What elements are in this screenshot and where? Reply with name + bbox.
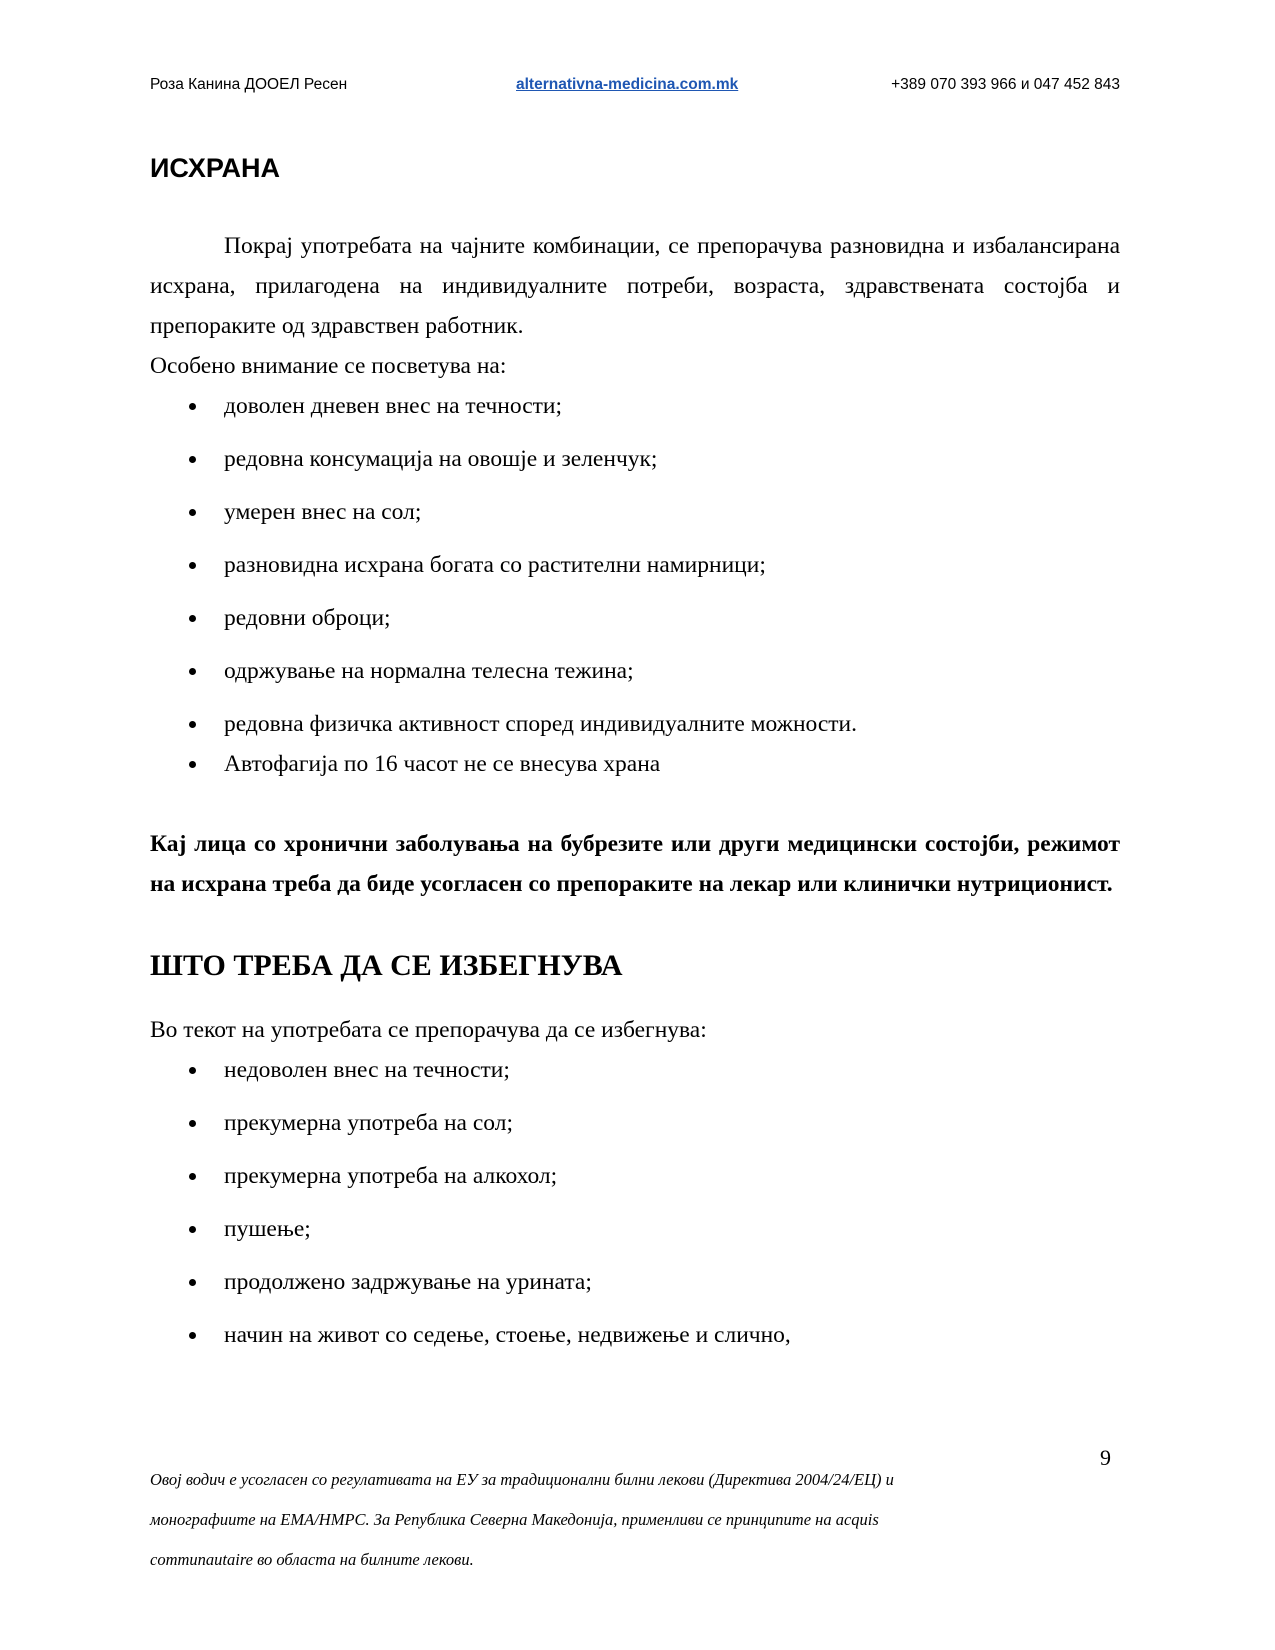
bullet-icon (189, 1173, 196, 1180)
bullet-icon (189, 615, 196, 622)
list-item (150, 386, 1120, 426)
list-item-text: редовна консумација на овошје и зеленчук; (224, 446, 658, 472)
list-item-text: доволен дневен внес на течности; (224, 393, 563, 419)
bullet-icon (189, 456, 196, 463)
list-item (150, 1050, 1120, 1090)
bullet-icon (189, 1279, 196, 1286)
list-item-text: разновидна исхрана богата со растителни намирници; (224, 552, 766, 578)
list-item (150, 1156, 1120, 1196)
page-content (150, 150, 1120, 1355)
list-item (150, 744, 1120, 784)
section-title-avoid: ШТО ТРЕБА ДА СЕ ИЗБЕГНУВА (150, 949, 623, 982)
list-item (150, 545, 1120, 585)
list-item (150, 598, 1120, 638)
list-item-text: одржување на нормална телесна тежина; (224, 658, 634, 684)
nutrition-list (150, 386, 1120, 784)
bullet-icon (189, 721, 196, 728)
bullet-icon (189, 1332, 196, 1339)
section-title-nutrition: ИСХРАНА (150, 153, 281, 183)
bullet-icon (189, 1120, 196, 1127)
list-item-text: начин на живот со седење, стоење, недвижење и слично, (224, 1322, 791, 1348)
bullet-icon (189, 668, 196, 675)
list-item-text: прекумерна употреба на сол; (224, 1110, 513, 1136)
list-item (150, 1262, 1120, 1302)
avoid-lead: Во текот на употребата се препорачува да се избегнува: (150, 1017, 707, 1043)
intro-paragraph: Покрај употребата на чајните комбинации, се препорачува разновидна и избалансирана исхрана, прилагодена на индивидуалните потреби, возраста, здравствената состојба и препораките од здравствен работник. (150, 233, 1120, 339)
page-header (150, 76, 1120, 100)
list-item-text: продолжено задржување на урината; (224, 1269, 592, 1295)
list-item-text: редовни оброци; (224, 605, 391, 631)
bullet-icon (189, 509, 196, 516)
list-item (150, 704, 1120, 744)
attention-lead: Особено внимание се посветува на: (150, 353, 507, 379)
list-item (150, 1209, 1120, 1249)
page-number: 9 (1100, 1445, 1111, 1470)
list-item-text: прекумерна употреба на алкохол; (224, 1163, 558, 1189)
list-item-text: недоволен внес на течности; (224, 1057, 510, 1083)
list-item (150, 1315, 1120, 1355)
phone-numbers: +389 070 393 966 и 047 452 843 (891, 76, 1120, 93)
footer-line: communautaire во областа на билните лекови. (150, 1550, 474, 1569)
bullet-icon (189, 761, 196, 768)
list-item-text: пушење; (224, 1216, 311, 1242)
page-footer (150, 1460, 1050, 1580)
avoid-list (150, 1050, 1120, 1355)
list-item-text: Автофагија по 16 часот не се внесува храна (224, 751, 661, 777)
medical-warning: Кај лица со хронични заболувања на бубрезите или други медицински состојби, режимот на исхрана треба да биде усогласен со препораките на лекар или клинички нутриционист. (150, 831, 1120, 897)
list-item-text: умерен внес на сол; (224, 499, 422, 525)
website-link[interactable]: alternativna-medicina.com.mk (516, 76, 739, 93)
footer-line: Овој водич е усогласен со регулативата на ЕУ за традиционални билни лекови (Директива 2004/24/ЕЦ) и (150, 1470, 894, 1489)
list-item-text: редовна физичка активност според индивидуалните можности. (224, 711, 858, 737)
bullet-icon (189, 1067, 196, 1074)
list-item (150, 439, 1120, 479)
footer-line: монографиите на ЕМА/НМРС. За Република Северна Македонија, применливи се принципите на acquis (150, 1510, 879, 1529)
company-name: Роза Канина ДООЕЛ Ресен (150, 76, 348, 93)
bullet-icon (189, 562, 196, 569)
bullet-icon (189, 1226, 196, 1233)
bullet-icon (189, 403, 196, 410)
list-item (150, 1103, 1120, 1143)
list-item (150, 492, 1120, 532)
list-item (150, 651, 1120, 691)
